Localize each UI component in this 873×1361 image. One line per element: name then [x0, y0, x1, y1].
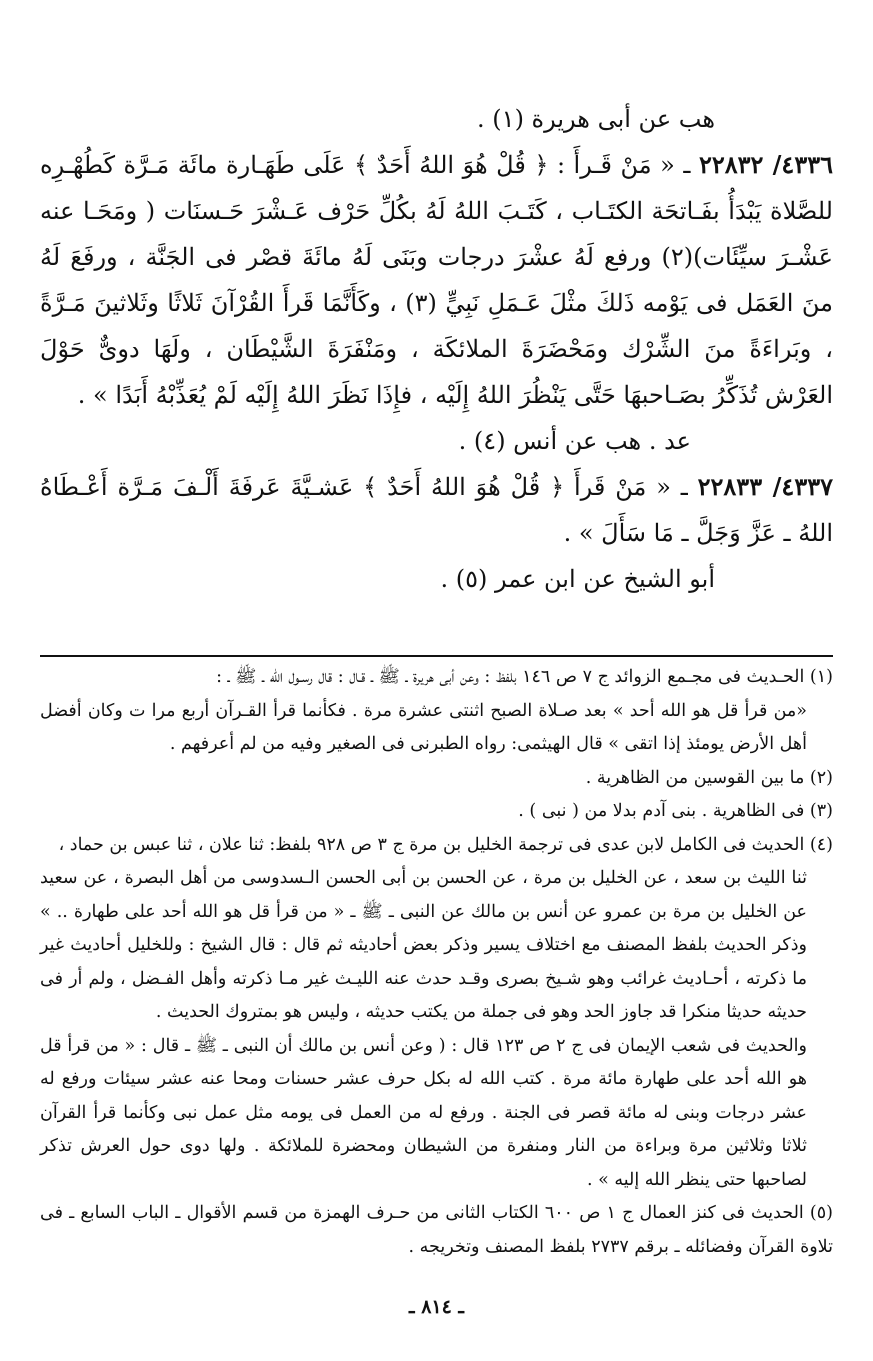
main-text	[40, 96, 833, 602]
hadith-4336	[40, 142, 833, 418]
source-reference-3: أبو الشيخ عن ابن عمر (٥) .	[440, 565, 715, 593]
footnote-divider	[40, 655, 833, 657]
source-reference-2: عد . هب عن أنس (٤) .	[458, 427, 691, 455]
footnote-1-first-line: (١) الحـديث فى مجـمع الزوائد ج ٧ ص ١٤٦ بلفظ : وعن أبى هريرة ـ ﷺ ـ قـال : قال رسـول الله ـ ﷺ ـ :	[216, 667, 833, 687]
footnotes	[40, 661, 833, 1264]
footnote-3: (٣) فى الظاهرية . بنى آدم بدلا من ( نبى ) .	[518, 801, 833, 821]
footnote-5: (٥) الحديث فى كنز العمال ج ١ ص ٦٠٠ الكتاب الثانى من حـرف الهمزة من قسم الأقوال ـ الباب السابع ـ فى تلاوة القرآن وفضائله ـ برقم ٢٧٣٧ بلفظ المصنف وتخريجه .	[40, 1203, 833, 1257]
footnote-1	[40, 661, 833, 695]
hadith-4337-text: ـ « مَنْ قَرأَ ﴿ قُلْ هُوَ اللهُ أَحَدٌ ﴾ عَشـيَّةَ عَرفَةَ أَلْـفَ مَـرَّة أَعْـطَاهُ اللهُ ـ عَزَّ وَجَلَّ ـ مَا سَأَلَ » .	[40, 473, 833, 547]
footnote-2: (٢) ما بين القوسين من الظاهرية .	[585, 767, 833, 788]
source-reference-1: هب عن أبى هريرة (١) .	[477, 105, 715, 133]
page-number: ـ ٨١٤ ـ	[409, 1296, 464, 1318]
footnote-4: (٤) الحديث فى الكامل لابن عدى فى ترجمة الخليل بن مرة ج ٣ ص ٩٢٨ بلفظ: ثنا علان ، ثنا عبس بن حماد ،	[58, 834, 833, 855]
hadith-4336-number: ٤٣٣٦/ ٢٢٨٣٢	[698, 150, 833, 179]
hadith-4337-number: ٤٣٣٧/ ٢٢٨٣٣	[697, 472, 833, 501]
footnote-4-continuation: ثنا الليث بن سعد ، عن الخليل بن مرة ، عن الحسن بن أبى الحسن الـسدوسى من أهل البصرة ، عن سعيد عن الخليل بن مرة بن عمرو عن أنس بن مالك عن النبى ـ ﷺ ـ « من قرأ قل هو الله أحد على طهارة .. » وذكر الحديث بلفظ المصنف مع اختلاف يسير وذكر بعض أحاديثه ثم قال : قال الشيخ : وللخليل أحاديث غير ما ذكرته ، أحـاديث غرائب وهو شـيخ بصرى وقـد حدث عنه الليـث غير مـا ذكرته وأهل الفـضل ، ولم أر فى حديثه حديثا منكرا قد جاوز الحد وهو فى جملة من يكتب حديثه ، وليس هو بمتروك الحديث .	[40, 868, 807, 1022]
footnote-1-continuation: «من قرأ قل هو الله أحد » بعد صـلاة الصبح اثنتى عشرة مرة . فكأنما قرأ القـرآن أربع مرا ت وكان أفضل أهل الأرض يومئذ إذا اتقى » قال الهيثمى: رواه الطبرنى فى الصغير وفيه من لم أعرفهم .	[40, 700, 807, 754]
book-page	[40, 0, 833, 1361]
hadith-4337	[40, 464, 833, 556]
footnote-4-second-paragraph: والحديث فى شعب الإيمان فى ج ٢ ص ١٢٣ قال : ( وعن أنس بن مالك أن النبى ـ ﷺ ـ قال : « من قرأ قل هو الله أحد على طهارة مائة مرة . كتب الله له بكل حرف عشر حسنات ومحا عنه عشر سيئات ورفع له عشر درجات وبنى له مائة قصر فى الجنة . ورفع له من العمل فى يومه مثل عمل نبى وكأنما قرأ القرآن ثلاثا وثلاثين مرة وبراءة من النار ومنفرة من الشيطان ومحضرة للملائكة . ولها دوى حول العرش تذكر لصاحبها حتى ينظر الله إليه » .	[40, 1035, 807, 1190]
hadith-4336-text: ـ « مَنْ قَـرأَ : ﴿ قُلْ هُوَ اللهُ أَحَدٌ ﴾ عَلَى طَهَـارة مائَة مَـرَّة كَطُهْـرِه للصَّلاة يَبْدَأُ بفَـاتحَة الكتَـاب ، كَتَـبَ اللهُ لَهُ بكُلِّ حَرْف عَـشْرَ حَـسنَات ( ومَحَـا عنه عَشْـرَ سيِّئَات)(٢) ورفع لَهُ عشْرَ درجات وبَنَى لَهُ مائَةَ قصْر فى الجَنَّة ، ورفَعَ لَهُ منَ العَمَل فى يَوْمه ذَلكَ مثْلَ عَـمَلِ نَبِيٍّ (٣) ، وكَأَنَّمَا قَرأَ القُرْآنَ ثَلاثًا وثَلاثينَ مَـرَّةً ، وبَراءَةً منَ الشِّرْك ومَحْضَرَةَ الملائكَة ، ومَنْفَرَةَ الشَّيْطَان ، ولَهَا دوىٌّ حَوْلَ العَرْش تُذَكِّرُ بصَـاحبهَا حَتَّى يَنْظُرَ اللهُ إِلَيْه ، فإِذَا نَظَرَ اللهُ إِلَيْه لَمْ يُعَذِّبْهُ أَبَدًا » .	[40, 151, 834, 409]
